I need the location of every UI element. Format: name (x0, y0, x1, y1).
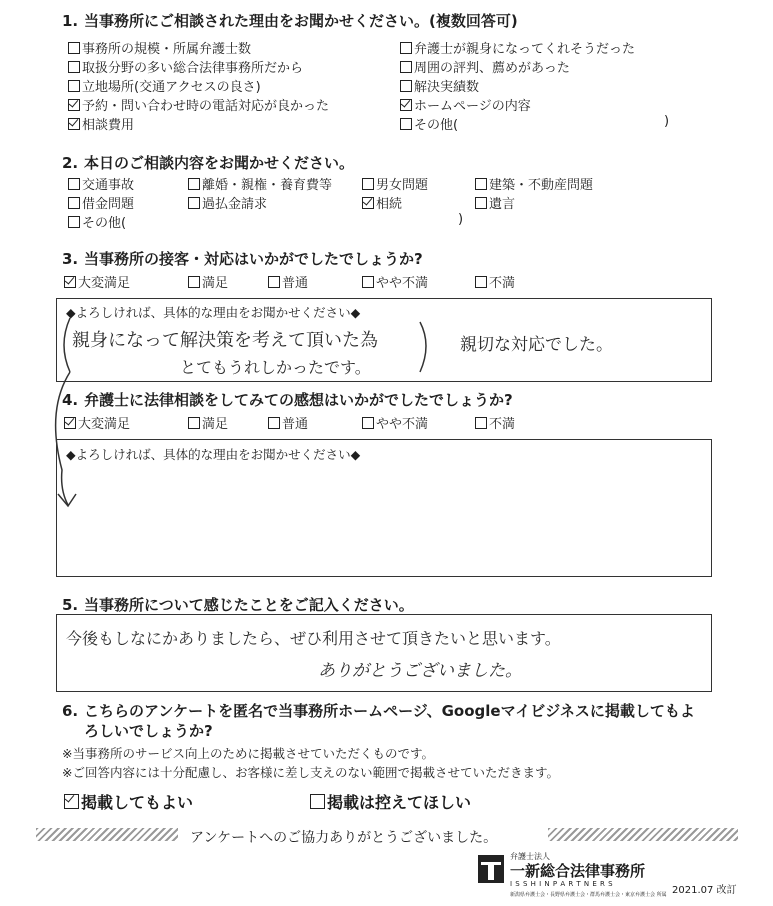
q1-option-label: 周囲の評判、薦めがあった (414, 61, 570, 76)
q4-option-label: 大変満足 (78, 417, 131, 432)
q4-number: 4. (62, 391, 79, 409)
q1-option[interactable] (400, 76, 479, 95)
q2-option-label: 借金問題 (82, 197, 135, 212)
q2-other-close: ) (458, 212, 464, 227)
thanks-message: アンケートへのご協力ありがとうございました。 (190, 830, 498, 846)
q3-option-label: やや不満 (376, 276, 429, 291)
q3-handwritten-line2: とてもうれしかったです。 (180, 358, 371, 377)
q1-option-label: 事務所の規模・所属弁護士数 (82, 42, 252, 57)
q6-option-label: 掲載は控えてほしい (327, 793, 472, 812)
q2-option-label: 相続 (376, 197, 403, 212)
q3-handwritten-line3: 親切な対応でした。 (460, 335, 613, 355)
checkbox[interactable] (362, 178, 374, 190)
q2-option[interactable] (68, 174, 134, 193)
firm-english-name: I S S H I N P A R T N E R S (510, 880, 614, 888)
q1-option[interactable] (68, 57, 303, 76)
checkbox-checked[interactable] (68, 118, 80, 130)
q1-number: 1. (62, 12, 79, 30)
firm-bar-membership: 新潟県弁護士会・長野県弁護士会・群馬弁護士会・東京弁護士会 所属 (510, 892, 667, 898)
q3-option[interactable] (268, 272, 308, 291)
q1-option[interactable] (400, 57, 570, 76)
divider-left (36, 828, 178, 841)
q1-option[interactable] (68, 76, 261, 95)
q1-option-label: 相談費用 (82, 118, 135, 133)
q3-option[interactable] (64, 272, 130, 291)
q3-number: 3. (62, 250, 79, 268)
q3-option[interactable] (362, 272, 428, 291)
q4-option[interactable] (188, 413, 228, 432)
q3-option-label: 普通 (282, 276, 309, 291)
q2-option[interactable] (188, 174, 332, 193)
checkbox[interactable] (68, 216, 80, 228)
checkbox[interactable] (68, 80, 80, 92)
q5-title-text: 当事務所について感じたことをご記入ください。 (84, 596, 414, 614)
checkbox[interactable] (475, 178, 487, 190)
q5-number: 5. (62, 596, 79, 614)
checkbox[interactable] (475, 276, 487, 288)
checkbox-checked[interactable] (64, 276, 76, 288)
q1-option[interactable] (68, 95, 329, 114)
checkbox[interactable] (400, 61, 412, 73)
q3-option-label: 不満 (489, 276, 516, 291)
checkbox[interactable] (310, 794, 325, 809)
q2-title-text: 本日のご相談内容をお聞かせください。 (84, 154, 355, 172)
q2-option[interactable] (68, 193, 134, 212)
checkbox[interactable] (475, 197, 487, 209)
checkbox[interactable] (188, 178, 200, 190)
q1-option-label: 取扱分野の多い総合法律事務所だから (82, 61, 304, 76)
q2-option-label: その他( (82, 216, 127, 231)
q1-option[interactable] (400, 95, 531, 114)
q1-option-label: 弁護士が親身になってくれそうだった (414, 42, 636, 57)
q5-handwritten-line2: ありがとうございました。 (318, 661, 522, 681)
q3-title-text: 当事務所の接客・対応はいかがでしたでしょうか? (84, 250, 423, 268)
checkbox[interactable] (188, 197, 200, 209)
q1-option-label: ホームページの内容 (414, 99, 531, 114)
checkbox[interactable] (68, 42, 80, 54)
checkbox[interactable] (400, 118, 412, 130)
q4-option-label: 普通 (282, 417, 309, 432)
q6-number: 6. (62, 702, 79, 720)
q6-option-allow[interactable] (64, 790, 193, 813)
q2-option-label: 遺言 (489, 197, 516, 212)
checkbox[interactable] (475, 417, 487, 429)
q1-option[interactable] (400, 38, 635, 57)
checkbox[interactable] (362, 276, 374, 288)
q3-option-label: 大変満足 (78, 276, 131, 291)
q3-handwritten-line1: 親身になって解決策を考えて頂いた為 (72, 330, 378, 351)
firm-type: 弁護士法人 (510, 852, 550, 861)
q4-option-label: 満足 (202, 417, 229, 432)
q4-option[interactable] (475, 413, 515, 432)
divider-right (548, 828, 738, 841)
q1-option-other[interactable] (400, 114, 458, 133)
q2-title (62, 152, 354, 173)
q4-title (62, 389, 513, 410)
q4-title-text: 弁護士に法律相談をしてみての感想はいかがでしたでしょうか? (84, 391, 513, 409)
q3-title (62, 248, 423, 269)
q6-title-line1: こちらのアンケートを匿名で当事務所ホームページ、Googleマイビジネスに掲載してもよ (84, 702, 695, 720)
checkbox[interactable] (268, 417, 280, 429)
q1-option[interactable] (68, 114, 134, 133)
q1-option-label: 予約・問い合わせ時の電話対応が良かった (82, 99, 330, 114)
q5-handwritten-line1: 今後もしなにかありましたら、ぜひ利用させて頂きたいと思います。 (66, 629, 561, 648)
checkbox[interactable] (400, 80, 412, 92)
firm-name: 一新総合法律事務所 (510, 862, 646, 880)
q2-option[interactable] (475, 174, 593, 193)
q1-title (62, 10, 518, 31)
q3-option-label: 満足 (202, 276, 229, 291)
q2-option-label: 交通事故 (82, 178, 135, 193)
q2-option-label: 男女問題 (376, 178, 429, 193)
q4-option-label: 不満 (489, 417, 516, 432)
q6-option-label: 掲載してもよい (81, 793, 194, 812)
checkbox-checked[interactable] (362, 197, 374, 209)
q4-option[interactable] (362, 413, 428, 432)
q6-note-1: ※当事務所のサービス向上のために掲載させていただくものです。 (62, 746, 434, 761)
q2-option-label: 建築・不動産問題 (489, 178, 594, 193)
q6-title (62, 700, 695, 721)
q1-title-text: 当事務所にご相談された理由をお聞かせください。(複数回答可) (84, 12, 518, 30)
q4-option[interactable] (64, 413, 130, 432)
q2-option-label: 離婚・親権・養育費等 (202, 178, 333, 193)
q5-title (62, 594, 414, 615)
q1-option[interactable] (68, 38, 251, 57)
checkbox[interactable] (400, 42, 412, 54)
checkbox[interactable] (68, 61, 80, 73)
checkbox-checked[interactable] (64, 794, 79, 809)
q1-option-label: 解決実績数 (414, 80, 480, 95)
revision-date: 2021.07 改訂 (672, 885, 737, 896)
checkbox-checked[interactable] (68, 99, 80, 111)
q2-option[interactable] (188, 193, 267, 212)
checkbox[interactable] (268, 276, 280, 288)
checkbox-checked[interactable] (64, 417, 76, 429)
q6-note-2: ※ご回答内容には十分配慮し、お客様に差し支えのない範囲で掲載させていただきます。 (62, 765, 559, 780)
q2-option[interactable] (362, 193, 402, 212)
checkbox[interactable] (362, 417, 374, 429)
checkbox[interactable] (188, 276, 200, 288)
checkbox[interactable] (68, 197, 80, 209)
firm-logo-icon (478, 855, 504, 883)
q2-option-other[interactable] (68, 212, 126, 231)
checkbox-checked[interactable] (400, 99, 412, 111)
q6-title-line2: ろしいでしょうか? (84, 722, 213, 740)
q1-option-label: 立地場所(交通アクセスの良さ) (82, 80, 261, 95)
q3-reason-label: ◆よろしければ、具体的な理由をお聞かせください◆ (66, 305, 361, 320)
q1-option-label: その他( (414, 118, 459, 133)
q4-option-label: やや不満 (376, 417, 429, 432)
q6-option-decline[interactable] (310, 790, 471, 813)
checkbox[interactable] (188, 417, 200, 429)
q3-option[interactable] (475, 272, 515, 291)
q2-option[interactable] (475, 193, 515, 212)
q4-option[interactable] (268, 413, 308, 432)
q1-other-close: ) (664, 114, 670, 129)
q2-option[interactable] (362, 174, 428, 193)
q3-option[interactable] (188, 272, 228, 291)
checkbox[interactable] (68, 178, 80, 190)
q2-option-label: 過払金請求 (202, 197, 268, 212)
q4-reason-label: ◆よろしければ、具体的な理由をお聞かせください◆ (66, 447, 361, 462)
q2-number: 2. (62, 154, 79, 172)
